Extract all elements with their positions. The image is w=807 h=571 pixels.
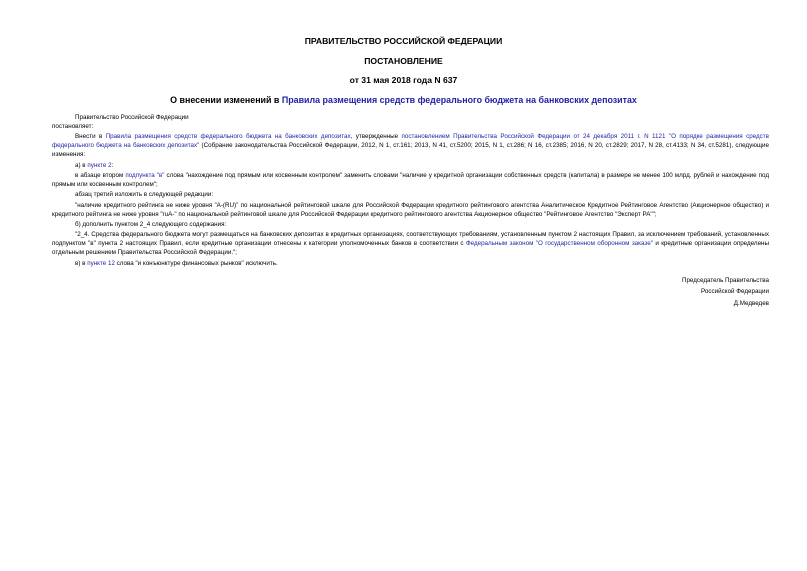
signature-name: Д.Медведев — [733, 300, 769, 308]
text-fragment: (Собрание законодательства Российской Федерации, 2012, N 1, ст.161; 2013, N 41, ст.5200; 2015, N 1, ст.286; N 16, ст.2385; 2016, N 20, ст.2829; 2017, N 28, ст.4133; N 34, ст.5281), следующие изменения: — [52, 142, 769, 159]
subpoint-v-link[interactable]: подпункта "в" — [125, 171, 165, 179]
text-fragment: , утвержденные — [350, 133, 402, 141]
paragraph-item-a — [52, 162, 769, 171]
text-fragment: слова "нахождение под прямым или косвенным контролем" заменить словами "наличие у кредитной организации собственных средств (капитала) в размере не менее 100 млрд. рублей и нахождение под прямым или косвенным контролем"; — [52, 171, 770, 188]
paragraph-amend — [52, 133, 769, 160]
text-fragment: в) в — [75, 259, 88, 267]
title-rules-link[interactable]: Правила размещения средств федерального бюджета на банковских депозитах — [281, 95, 637, 105]
defense-order-law-link[interactable]: Федеральным законом "О государственном оборонном заказе" — [465, 240, 653, 248]
text-fragment: в абзаце втором — [75, 171, 126, 179]
point-2-link[interactable]: пункте 2 — [87, 161, 112, 169]
paragraph-item-b: б) дополнить пунктом 2_4 следующего содержания: — [75, 220, 227, 228]
text-fragment: "2_4. Средства федерального бюджета могут размещаться на банковских депозитах в кредитных организациях, соответствующих требованиям, установленным пунктом 2 настоящих Правил, за исключением требований, установленных подпунктом "в" пункта 2 настоящих Правил, если кредитные организации отнесены к категории уполномоченных банков в соответствии с — [52, 231, 769, 248]
paragraph-item-v — [52, 260, 769, 269]
government-heading: ПРАВИТЕЛЬСТВО РОССИЙСКОЙ ФЕДЕРАЦИИ — [304, 36, 503, 46]
point-12-link[interactable]: пункте 12 — [87, 259, 115, 267]
text-fragment: Внести в — [75, 133, 106, 141]
date-number-heading: от 31 мая 2018 года N 637 — [349, 75, 458, 85]
text-fragment: а) в — [75, 161, 88, 169]
document-title — [0, 95, 807, 105]
paragraph-subitem-v — [52, 172, 769, 190]
paragraph-government: Правительство Российской Федерации — [75, 114, 189, 121]
text-fragment: и кредитные организации определены отдельным решением Правительства Российской Федерации."; — [52, 240, 770, 257]
document-type-heading: ПОСТАНОВЛЕНИЕ — [364, 56, 443, 66]
signature-title: Председатель Правительства — [681, 276, 769, 284]
document-body — [52, 114, 769, 309]
resolution-1121-link[interactable]: постановлением Правительства Российской Федерации от 24 декабря 2011 г. N 1121 "О порядке размещения средств федерального бюджета на банковских депозитах" — [52, 133, 769, 150]
paragraph-decrees: постановляет: — [52, 122, 94, 130]
title-prefix: О внесении изменений в — [170, 95, 282, 105]
paragraph-rating: "наличие кредитного рейтинга не ниже уровня "A-(RU)" по национальной рейтинговой шкале для Российской Федерации кредитного рейтингового агентства Аналитическое Кредитное Рейтинговое Агентство (Акционерное общество) и кредитного рейтинга не ниже уровня "ruA-" по национальной рейтинговой шкале для Российской Федерации кредитного рейтингового агентства Акционерное общество "Рейтинговое Агентство "Эксперт РА""; — [52, 201, 769, 218]
rules-link[interactable]: Правила размещения средств федерального бюджета на банковских депозитах — [105, 133, 351, 141]
paragraph-third: абзац третий изложить в следующей редакции: — [75, 191, 214, 199]
paragraph-2-4 — [52, 231, 769, 258]
text-fragment: : — [111, 161, 114, 169]
text-fragment: слова "и конъюнктуре финансовых рынков" исключить. — [114, 259, 278, 267]
signature-country: Российской Федерации — [701, 288, 769, 296]
